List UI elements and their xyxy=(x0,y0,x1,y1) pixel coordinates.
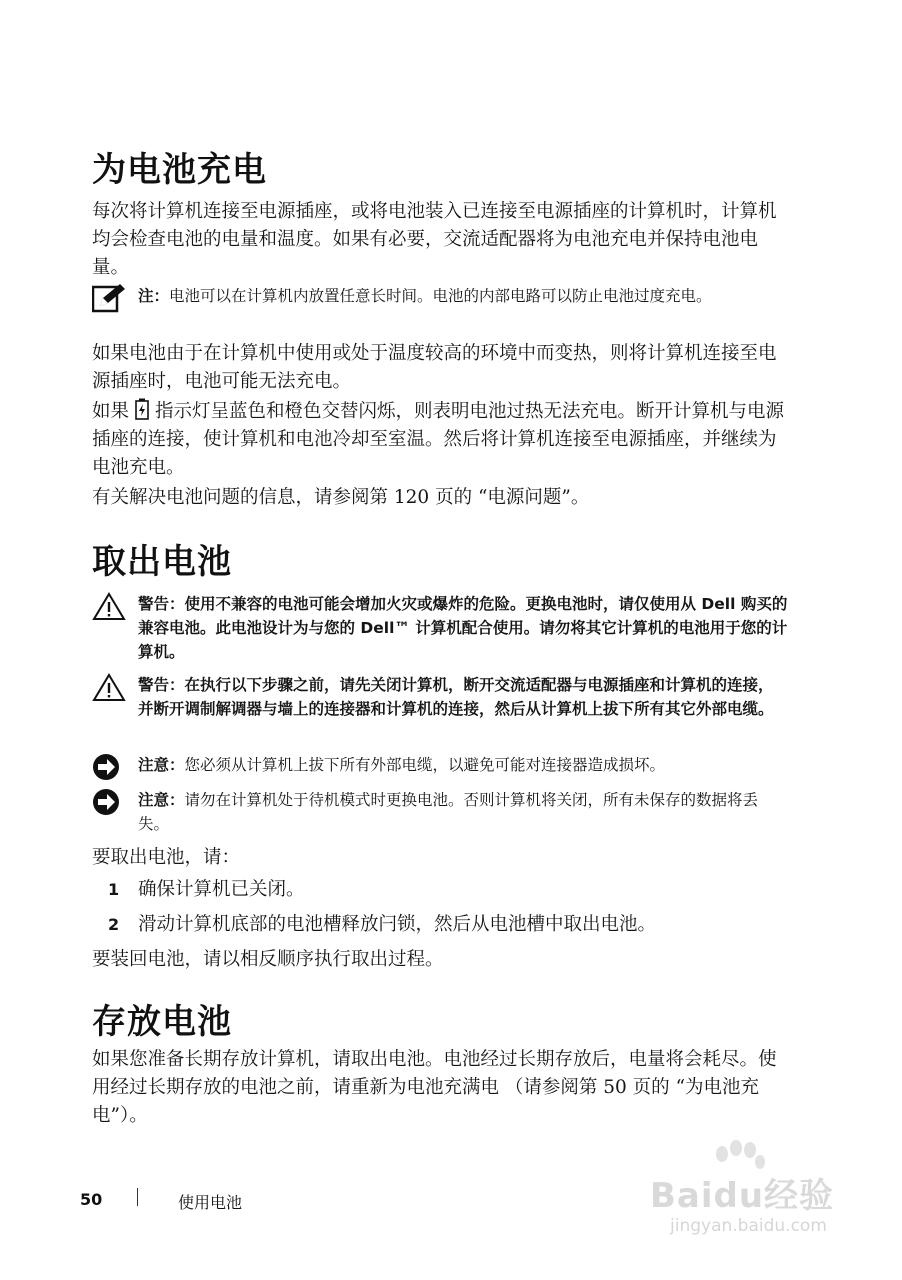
notice-label-1: 注意： xyxy=(138,756,185,774)
note-text xyxy=(138,284,788,308)
step-number: 2 xyxy=(108,915,120,934)
heading-charge-battery: 为电池充电 xyxy=(92,150,267,190)
heading-store-battery: 存放电池 xyxy=(92,1002,232,1042)
warning-triangle-icon xyxy=(92,592,126,622)
warning-label-1: 警告： xyxy=(138,595,185,613)
heading-remove-battery: 取出电池 xyxy=(92,542,232,582)
warning-body-1: 使用不兼容的电池可能会增加火灾或爆炸的危险。更换电池时，请仅使用从 Dell 购买的兼容电池。此电池设计为与您的 Dell™ 计算机配合使用。请勿将其它计算机的电池用于您的计算机。 xyxy=(138,595,788,661)
charge-paragraph-1: 每次将计算机连接至电源插座，或将电池装入已连接至电源插座的计算机时，计算机均会检查电池的电量和温度。如果有必要，交流适配器将为电池充电并保持电池电量。 xyxy=(92,201,777,278)
step-text: 滑动计算机底部的电池槽释放闩锁，然后从电池槽中取出电池。 xyxy=(138,914,657,935)
notice-label-2: 注意： xyxy=(138,791,185,809)
charge-paragraph-3 xyxy=(92,398,792,482)
footer-divider xyxy=(137,1188,138,1206)
pencil-note-icon xyxy=(92,284,126,314)
chapter-title: 使用电池 xyxy=(178,1193,243,1212)
notice-body-2: 请勿在计算机处于待机模式时更换电池。否则计算机将关闭，所有未保存的数据将丢失。 xyxy=(138,791,759,833)
p3-after: 指示灯呈蓝色和橙色交替闪烁，则表明电池过热无法充电。断开计算机与电源插座的连接，使计算机和电池冷却至室温。然后将计算机连接至电源插座，并继续为电池充电。 xyxy=(92,401,785,478)
note-body: 电池可以在计算机内放置任意长时间。电池的内部电路可以防止电池过度充电。 xyxy=(169,287,712,305)
charge-paragraph-2: 如果电池由于在计算机中使用或处于温度较高的环境中而变热，则将计算机连接至电源插座时，电池可能无法充电。 xyxy=(92,343,777,392)
charge-paragraph-4: 有关解决电池问题的信息，请参阅第 120 页的 “电源问题”。 xyxy=(92,487,590,508)
warning-body-2: 在执行以下步骤之前，请先关闭计算机，断开交流适配器与电源插座和计算机的连接，并断开调制解调器与墙上的连接器和计算机的连接，然后从计算机上拔下所有其它外部电缆。 xyxy=(138,676,774,718)
note-label: 注： xyxy=(138,287,170,305)
step-item xyxy=(108,911,788,939)
warning-triangle-icon xyxy=(92,673,126,703)
watermark-logo-text: Baidu经验 xyxy=(650,1176,835,1216)
p3-before: 如果 xyxy=(92,401,130,422)
warning-text-1 xyxy=(138,592,788,664)
step-number: 1 xyxy=(108,880,120,899)
baidu-watermark xyxy=(640,1140,880,1250)
step-text: 确保计算机已关闭。 xyxy=(138,879,305,900)
warning-text-2 xyxy=(138,673,788,721)
battery-indicator-icon xyxy=(135,398,149,420)
remove-intro: 要取出电池，请： xyxy=(92,847,241,868)
notice-arrow-icon xyxy=(92,753,126,783)
step-item xyxy=(108,876,788,904)
notice-arrow-icon xyxy=(92,788,126,818)
notice-text-2 xyxy=(138,788,788,836)
notice-body-1: 您必须从计算机上拔下所有外部电缆，以避免可能对连接器造成损坏。 xyxy=(184,756,666,774)
watermark-url: jingyan.baidu.com xyxy=(670,1216,827,1236)
store-paragraph-1: 如果您准备长期存放计算机，请取出电池。电池经过长期存放后，电量将会耗尽。使用经过长期存放的电池之前，请重新为电池充满电 （请参阅第 50 页的 “为电池充电”）。 xyxy=(92,1049,777,1126)
warning-label-2: 警告： xyxy=(138,676,185,694)
notice-text-1 xyxy=(138,753,788,777)
page-number: 50 xyxy=(80,1190,103,1209)
remove-outro: 要装回电池，请以相反顺序执行取出过程。 xyxy=(92,949,444,970)
